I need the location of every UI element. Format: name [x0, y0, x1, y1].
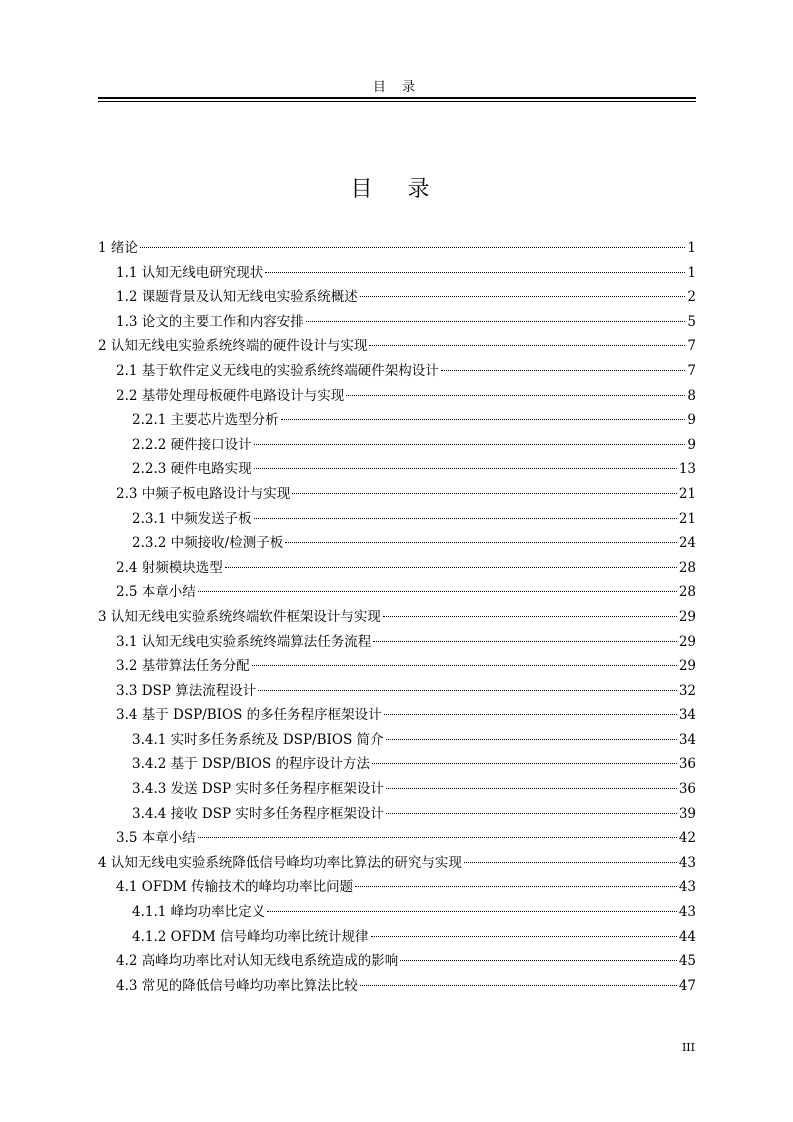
toc-dot-leader	[306, 321, 686, 322]
header-rule-thick	[98, 97, 696, 99]
toc-entry[interactable]	[98, 359, 696, 384]
toc-entry-page-number: 2	[687, 289, 696, 306]
toc-entry[interactable]	[98, 900, 696, 925]
page-title: 目 录	[350, 177, 444, 202]
toc-entry[interactable]	[98, 679, 696, 704]
toc-entry[interactable]	[98, 433, 696, 458]
toc-entry-title: 3.4 基于 DSP/BIOS 的多任务程序框架设计	[116, 707, 382, 724]
toc-entry[interactable]	[98, 457, 696, 482]
toc-entry[interactable]	[98, 310, 696, 335]
toc-entry-page-number: 47	[678, 977, 696, 994]
toc-entry[interactable]	[98, 728, 696, 753]
toc-entry-title: 4.1 OFDM 传输技术的峰均功率比问题	[116, 879, 354, 896]
toc-entry[interactable]	[98, 556, 696, 581]
toc-entry[interactable]	[98, 752, 696, 777]
toc-entry-page-number: 43	[678, 854, 696, 871]
toc-dot-leader	[285, 542, 677, 543]
toc-entry-page-number: 1	[687, 264, 696, 281]
toc-entry-page-number: 36	[678, 781, 696, 798]
toc-entry-page-number: 24	[678, 535, 696, 552]
toc-entry[interactable]	[98, 408, 696, 433]
toc-entry-page-number: 43	[678, 904, 696, 921]
toc-entry[interactable]	[98, 826, 696, 851]
toc-entry-title: 3.5 本章小结	[116, 830, 196, 847]
toc-entry-page-number: 21	[678, 510, 696, 527]
toc-dot-leader	[198, 837, 677, 838]
toc-dot-leader	[140, 247, 686, 248]
toc-entry-title: 2.3.2 中频接收/检测子板	[132, 535, 284, 552]
toc-entry-page-number: 29	[678, 633, 696, 650]
toc-entry[interactable]	[98, 236, 696, 261]
toc-dot-leader	[386, 739, 677, 740]
toc-dot-leader	[372, 763, 677, 764]
toc-entry-title: 1 绪论	[98, 240, 138, 256]
toc-entry-title: 3.4.4 接收 DSP 实时多任务程序框架设计	[132, 805, 384, 822]
toc-entry-page-number: 28	[678, 584, 696, 601]
toc-entry[interactable]	[98, 703, 696, 728]
toc-entry-title: 2.1 基于软件定义无线电的实验系统终端硬件架构设计	[116, 362, 439, 379]
toc-entry[interactable]	[98, 925, 696, 950]
toc-entry[interactable]	[98, 384, 696, 409]
toc-dot-leader	[281, 419, 686, 420]
toc-entry-title: 2.2 基带处理母板硬件电路设计与实现	[116, 387, 345, 404]
header-rule-thin	[98, 101, 696, 102]
toc-dot-leader	[384, 714, 677, 715]
table-of-contents	[98, 236, 696, 998]
toc-entry-title: 2.3.1 中频发送子板	[132, 510, 252, 527]
toc-dot-leader	[386, 788, 677, 789]
toc-entry-page-number: 29	[678, 608, 696, 625]
toc-dot-leader	[254, 468, 677, 469]
toc-entry-title: 2.2.1 主要芯片选型分析	[132, 412, 279, 429]
toc-entry-page-number: 42	[678, 830, 696, 847]
toc-entry-page-number: 32	[678, 682, 696, 699]
toc-entry-page-number: 7	[687, 338, 696, 355]
toc-entry-page-number: 45	[678, 953, 696, 970]
toc-entry-title: 3 认知无线电实验系统终端软件框架设计与实现	[98, 608, 381, 625]
toc-entry-title: 4 认知无线电实验系统降低信号峰均功率比算法的研究与实现	[98, 854, 462, 871]
toc-dot-leader	[369, 345, 685, 346]
toc-entry-title: 3.4.1 实时多任务系统及 DSP/BIOS 简介	[132, 731, 384, 748]
toc-dot-leader	[252, 665, 677, 666]
toc-dot-leader	[355, 886, 677, 887]
toc-entry-title: 1.1 认知无线电研究现状	[116, 264, 264, 281]
toc-dot-leader	[371, 936, 677, 937]
toc-entry-title: 3.4.2 基于 DSP/BIOS 的程序设计方法	[132, 756, 370, 773]
toc-entry-page-number: 9	[687, 436, 696, 453]
toc-entry[interactable]	[98, 334, 696, 359]
toc-entry-page-number: 29	[678, 658, 696, 675]
toc-entry-title: 2 认知无线电实验系统终端的硬件设计与实现	[98, 338, 368, 355]
toc-entry[interactable]	[98, 875, 696, 900]
page-number: III	[681, 1041, 695, 1054]
toc-entry-page-number: 5	[687, 313, 696, 330]
toc-entry[interactable]	[98, 507, 696, 532]
toc-entry-title: 2.2.3 硬件电路实现	[132, 461, 252, 478]
toc-dot-leader	[360, 985, 677, 986]
toc-entry-page-number: 34	[678, 731, 696, 748]
toc-dot-leader	[373, 641, 677, 642]
toc-dot-leader	[346, 395, 685, 396]
toc-dot-leader	[441, 370, 686, 371]
toc-entry[interactable]	[98, 605, 696, 630]
toc-entry-page-number: 43	[678, 879, 696, 896]
toc-dot-leader	[198, 591, 677, 592]
toc-dot-leader	[258, 690, 677, 691]
toc-entry-page-number: 28	[678, 559, 696, 576]
toc-entry-page-number: 9	[687, 412, 696, 429]
toc-dot-leader	[400, 960, 677, 961]
toc-dot-leader	[254, 518, 677, 519]
toc-entry[interactable]	[98, 531, 696, 556]
toc-entry[interactable]	[98, 580, 696, 605]
toc-entry-title: 1.2 课题背景及认知无线电实验系统概述	[116, 289, 358, 306]
toc-entry-page-number: 1	[687, 240, 696, 256]
toc-dot-leader	[383, 616, 677, 617]
toc-entry-title: 3.2 基带算法任务分配	[116, 658, 250, 675]
toc-entry-page-number: 8	[687, 387, 696, 404]
toc-entry-page-number: 36	[678, 756, 696, 773]
toc-entry-page-number: 7	[687, 362, 696, 379]
toc-entry[interactable]	[98, 777, 696, 802]
toc-entry-title: 4.1.2 OFDM 信号峰均功率比统计规律	[132, 928, 369, 945]
toc-entry[interactable]	[98, 949, 696, 974]
toc-entry-page-number: 39	[678, 805, 696, 822]
toc-entry-title: 3.4.3 发送 DSP 实时多任务程序框架设计	[132, 781, 384, 798]
toc-entry-title: 4.3 常见的降低信号峰均功率比算法比较	[116, 977, 358, 994]
toc-entry-title: 4.1.1 峰均功率比定义	[132, 904, 266, 921]
toc-dot-leader	[265, 272, 685, 273]
toc-entry-page-number: 13	[678, 461, 696, 478]
toc-entry-title: 2.4 射频模块选型	[116, 559, 223, 576]
toc-entry-title: 2.5 本章小结	[116, 584, 196, 601]
toc-dot-leader	[254, 444, 686, 445]
toc-entry-title: 4.2 高峰均功率比对认知无线电系统造成的影响	[116, 953, 399, 970]
toc-entry-title: 2.2.2 硬件接口设计	[132, 436, 252, 453]
toc-dot-leader	[292, 493, 677, 494]
toc-dot-leader	[386, 813, 677, 814]
toc-entry-title: 3.1 认知无线电实验系统终端算法任务流程	[116, 633, 372, 650]
toc-entry-page-number: 34	[678, 707, 696, 724]
toc-entry[interactable]	[98, 851, 696, 876]
toc-entry[interactable]	[98, 630, 696, 655]
toc-entry[interactable]	[98, 654, 696, 679]
toc-entry-title: 2.3 中频子板电路设计与实现	[116, 485, 291, 502]
toc-entry[interactable]	[98, 285, 696, 310]
toc-entry[interactable]	[98, 802, 696, 827]
running-header: 目 录	[372, 80, 422, 95]
toc-entry-title: 1.3 论文的主要工作和内容安排	[116, 313, 304, 330]
toc-dot-leader	[267, 911, 677, 912]
toc-entry[interactable]	[98, 261, 696, 286]
toc-dot-leader	[360, 296, 686, 297]
toc-entry[interactable]	[98, 974, 696, 999]
toc-entry-page-number: 21	[678, 485, 696, 502]
toc-dot-leader	[464, 862, 677, 863]
toc-entry-title: 3.3 DSP 算法流程设计	[116, 682, 257, 699]
toc-entry[interactable]	[98, 482, 696, 507]
toc-entry-page-number: 44	[678, 928, 696, 945]
toc-dot-leader	[225, 567, 677, 568]
